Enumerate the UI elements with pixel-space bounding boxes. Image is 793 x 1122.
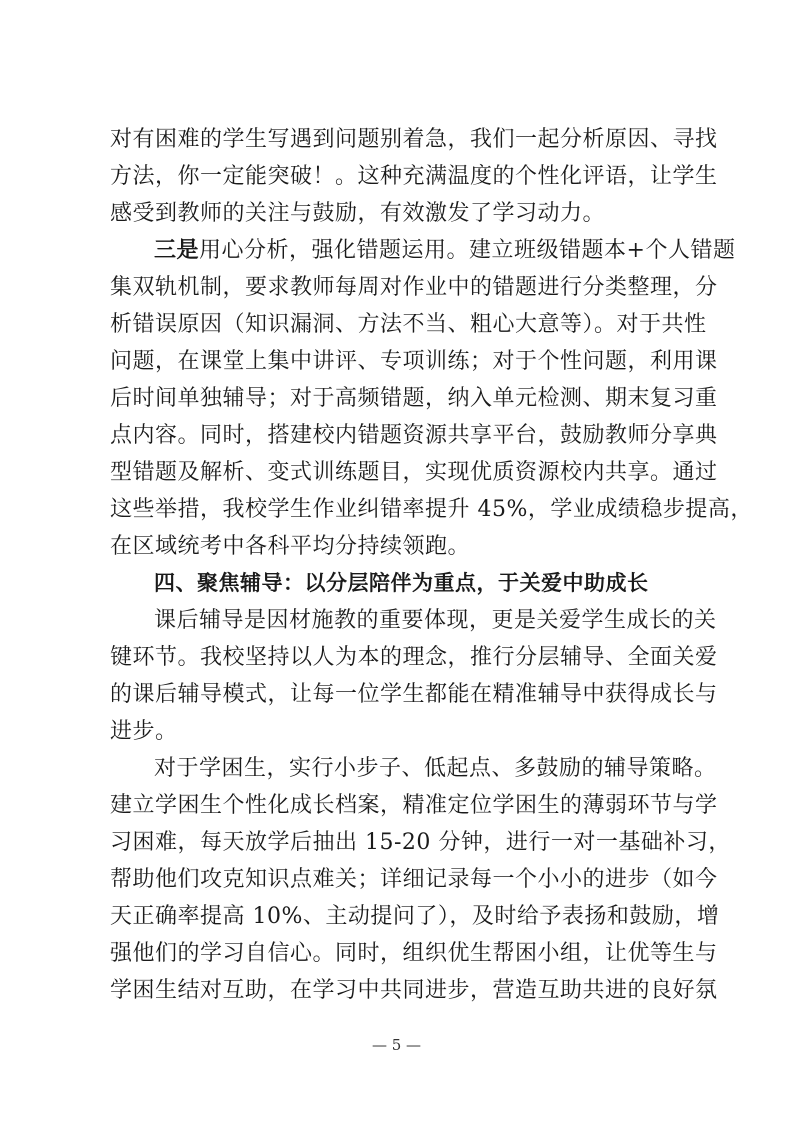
- text-line: 天正确率提高 10%、主动提问了），及时给予表扬和鼓励，增: [110, 904, 720, 929]
- paragraph-lead: 三是: [154, 238, 200, 263]
- section-heading: 四、聚焦辅导：以分层陪伴为重点，于关爱中助成长: [154, 571, 649, 595]
- text-line: 习困难，每天放学后抽出 15-20 分钟，进行一对一基础补习，: [110, 830, 731, 855]
- text-line: 析错误原因（知识漏洞、方法不当、粗心大意等）。对于共性: [110, 312, 707, 337]
- text-line: 对于学困生，实行小步子、低起点、多鼓励的辅导策略。: [154, 756, 717, 781]
- text-line: 点内容。同时，搭建校内错题资源共享平台，鼓励教师分享典: [110, 423, 718, 448]
- text-line: 集双轨机制，要求教师每周对作业中的错题进行分类整理，分: [110, 275, 718, 300]
- text-line: 帮助他们攻克知识点难关；详细记录每一个小小的进步（如今: [110, 867, 718, 892]
- page-number: — 5 —: [371, 1036, 422, 1054]
- text-line: 在区域统考中各科平均分持续领跑。: [110, 534, 471, 559]
- text-line: 型错题及解析、变式训练题目，实现优质资源校内共享。通过: [110, 460, 718, 485]
- text-line: 进步。: [110, 719, 178, 744]
- text-line: 方法，你一定能突破！。这种充满温度的个性化评语，让学生: [110, 164, 718, 189]
- text-line: 对有困难的学生写遇到问题别着急，我们一起分析原因、寻找: [110, 127, 718, 152]
- text-line: 这些举措，我校学生作业纠错率提升 45%，学业成绩稳步提高，: [110, 497, 753, 522]
- text-span: 用心分析，强化错题运用。建立班级错题本+个人错题: [199, 238, 736, 263]
- text-line: 问题，在课堂上集中讲评、专项训练；对于个性问题，利用课: [110, 349, 718, 374]
- text-line: 感受到教师的关注与鼓励，有效激发了学习动力。: [110, 201, 606, 226]
- text-line: 课后辅导是因材施教的重要体现，更是关爱学生成长的关: [154, 608, 717, 633]
- text-line: 强他们的学习自信心。同时，组织优生帮困小组，让优等生与: [110, 941, 718, 966]
- text-line: 的课后辅导模式，让每一位学生都能在精准辅导中获得成长与: [110, 682, 718, 707]
- text-line: 学困生结对互助，在学习中共同进步，营造互助共进的良好氛: [110, 978, 718, 1003]
- text-line: 建立学困生个性化成长档案，精准定位学困生的薄弱环节与学: [110, 793, 718, 818]
- text-line: 键环节。我校坚持以人为本的理念，推行分层辅导、全面关爱: [110, 645, 718, 670]
- text-line: 后时间单独辅导；对于高频错题，纳入单元检测、期末复习重: [110, 386, 718, 411]
- text-line: [154, 234, 736, 268]
